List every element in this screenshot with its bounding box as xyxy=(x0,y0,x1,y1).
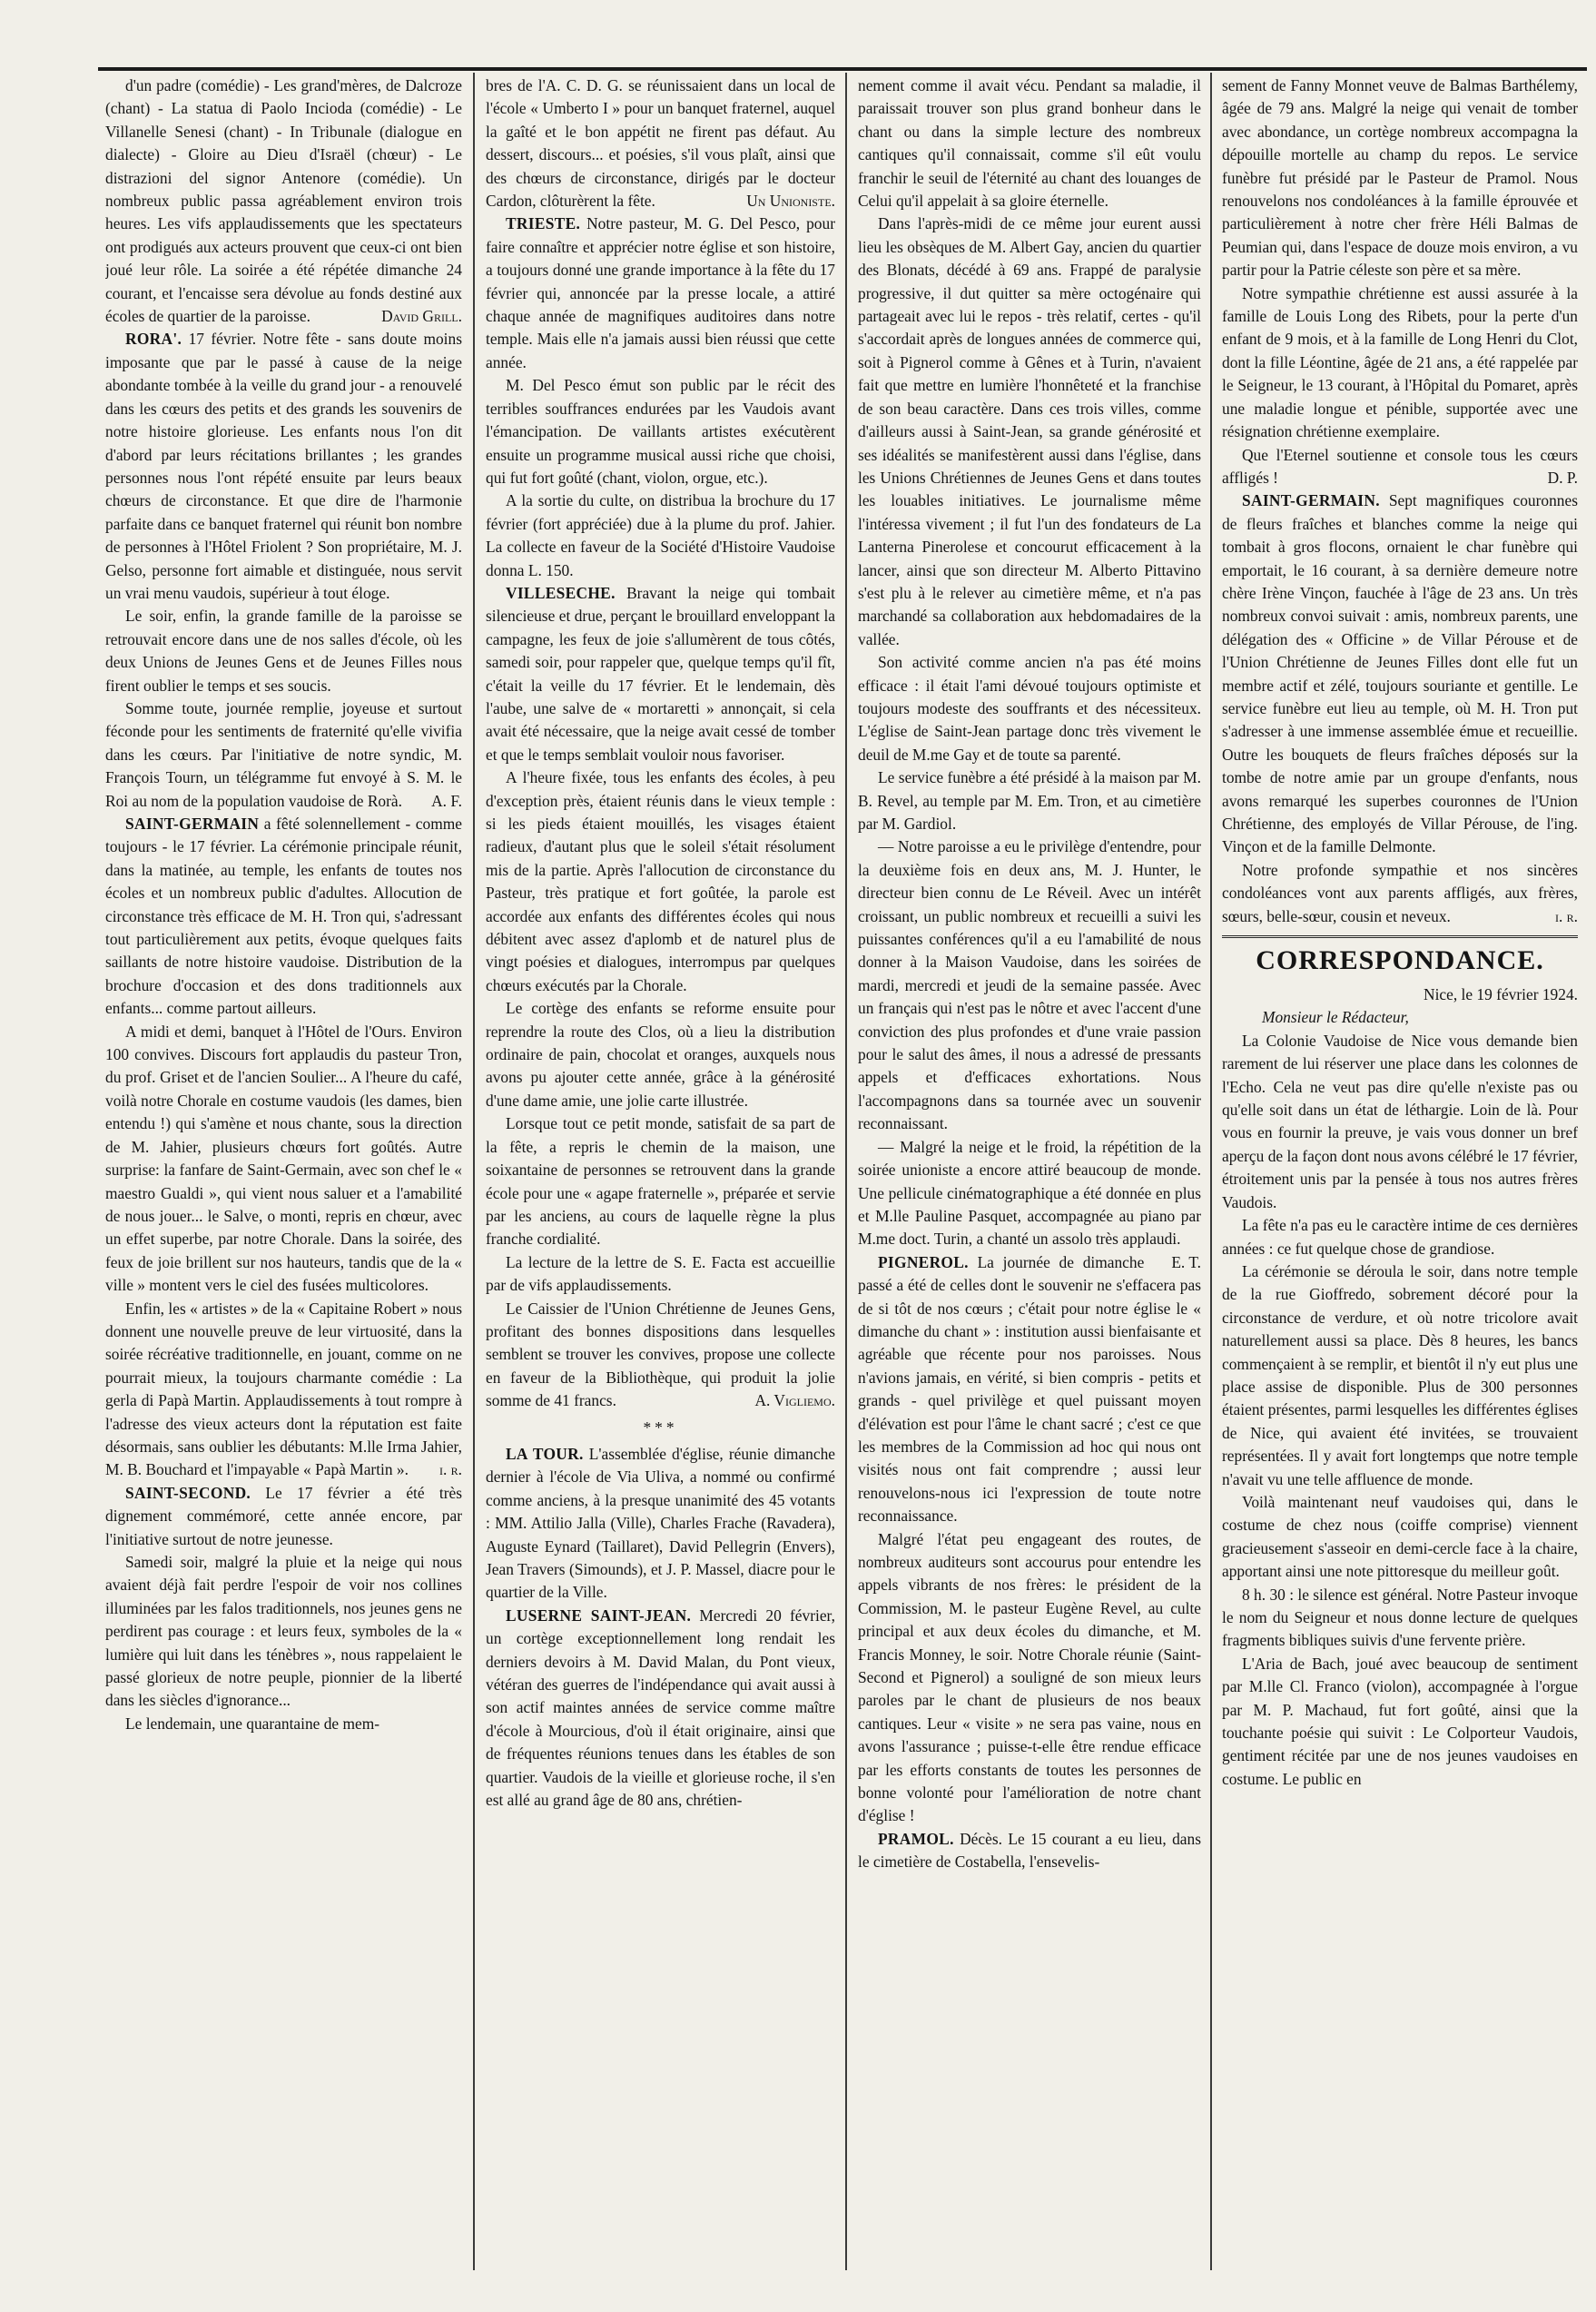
paragraph-text: a fêté solennellement - comme toujours - le 17 février. La cérémonie principale réunit, dans la matinée, au temple, les enfants de toutes nos écoles et un nombreux public d'adultes. Allocution de circonstance très efficace de M. H. Tron qui, s'adressant tout particulièrement aux petits, évoque quelques faits saillants de notre histoire vaudoise. Distribution de la brochure d'occasion et des dons traditionnels aux enfants... comme partout ailleurs. xyxy=(105,815,462,1018)
paragraph-text: Le service funèbre a été présidé à la maison par M. B. Revel, au temple par M. Em. Tron, et au cimetière par M. Gardiol. xyxy=(858,768,1201,833)
top-rule xyxy=(98,67,1587,71)
article-paragraph xyxy=(1222,444,1578,490)
place-name: PRAMOL. xyxy=(878,1829,954,1848)
paragraph-text: L'assemblée d'église, réunie dimanche dernier à l'école de Via Uliva, a nommé ou confirmé comme anciens, à la presque unanimité des 45 votants : MM. Attilio Jalla (Ville), Charles Frache (Ravadera), Auguste Eynard (Taillaret), David Pellegrin (Envers), Jean Travers (Simounds), et J. P. Massel, diacre pour le quartier de la Ville. xyxy=(486,1444,835,1602)
paragraph-text: La lecture de la lettre de S. E. Facta est accueillie par de vifs applaudissements. xyxy=(486,1252,835,1295)
paragraph-text: Notre profonde sympathie et nos sincères condoléances vont aux parents affligés, aux frères, sœurs, belle-sœur, cousin et neveux. xyxy=(1222,860,1578,925)
article-paragraph xyxy=(486,374,835,489)
article-paragraph xyxy=(1222,859,1578,928)
article-paragraph xyxy=(486,212,835,374)
article-paragraph xyxy=(858,835,1201,1135)
place-name: LA TOUR. xyxy=(506,1444,584,1463)
article-paragraph xyxy=(486,1251,835,1298)
place-name: SAINT-GERMAIN xyxy=(125,815,260,833)
paragraph-text: Malgré l'état peu engageant des routes, de nombreux auditeurs sont accourus pour entendre les appels vibrants de nos frères: le président de la Commission, M. le pasteur Eugène Revel, au culte principal et aux deux écoles du dimanche, et M. Francis Monney, le soir. Notre Chorale réunie (Saint-Second et Pignerol) a souligné de son mieux leurs paroles par le chant de plusieurs de nos beaux cantiques. Leur « visite » ne sera pas vaine, nous en avons l'assurance ; puisse-t-elle être rendue efficace par les efforts constants de toutes les personnes de bonne volonté pour l'amélioration de notre chant d'église ! xyxy=(858,1529,1201,1825)
signature: D. P. xyxy=(1547,468,1578,487)
paragraph-text: Le lendemain, une quarantaine de mem- xyxy=(125,1714,380,1733)
article-paragraph xyxy=(486,1112,835,1250)
paragraph-text: Le soir, enfin, la grande famille de la paroisse se retrouvait encore dans une de nos salles d'école, où les deux Unions de Jeunes Gens et de Jeunes Filles nous firent oublier le temps et ses soucis. xyxy=(105,607,462,695)
signature: Un Unioniste. xyxy=(746,192,835,211)
paragraph-text: La fête n'a pas eu le caractère intime de ces dernières années : ce fut quelque chose de grandiose. xyxy=(1222,1216,1578,1258)
column-4 xyxy=(1222,74,1578,2272)
column-1 xyxy=(105,74,462,2272)
article-paragraph xyxy=(858,74,1201,212)
paragraph-text: La Colonie Vaudoise de Nice vous demande bien rarement de lui réserver une place dans les colonnes de l'Echo. Cela ne veut pas dire qu'elle n'existe pas ou qu'elle soit dans un état de léthargie. Loin de là. Pour vous en fournir la preuve, je vais vous donner un bref aperçu de la façon dont nous avons célébré le 17 février, étroitement unis par la pensée à tous nos autres frères Vaudois. xyxy=(1222,1031,1578,1211)
paragraph-text: Le 17 février a été très dignement commémoré, cette année encore, par l'initiative surtout de notre jeunesse. xyxy=(105,1483,462,1548)
article-paragraph xyxy=(1222,282,1578,444)
column-3 xyxy=(858,74,1201,2272)
article-paragraph xyxy=(105,697,462,813)
paragraph-text: 17 février. Notre fête - sans doute moins imposante que par le passé à cause de la neige abondante tombée à la veille du grand jour - a renouvelé dans les cœurs des petits et des grands les souvenirs de notre histoire glorieuse. Les enfants nous l'on dit d'abord par leurs récitations brillantes ; les grandes personnes nous l'ont répété ensuite par leurs beaux chœurs de circonstance. Et que dire de l'harmonie parfaite dans ce banquet fraternel qui réunit bon nombre de personnes à l'Hôtel Friolent ? Son propriétaire, M. J. Gelso, personne fort aimable et distinguée, nous servit un vrai menu vaudois, supérieur à tout éloge. xyxy=(105,330,462,602)
column-rule xyxy=(1210,73,1212,2270)
article-paragraph xyxy=(486,489,835,582)
paragraph-text: A midi et demi, banquet à l'Hôtel de l'Ours. Environ 100 convives. Discours fort applaudis du pasteur Tron, du prof. Griset et de l'ancien Soulier... A l'heure du café, voilà notre Chorale en costume vaudois (les dames, bien entendu !) qui s'amène et nous chante, sous la direction de M. Jahier, plusieurs chœurs fort goûtés. Autre surprise: la fanfare de Saint-Germain, avec son chef le « maestro Gualdi », qui vient nous saluer et a l'amabilité de nous jouer... le Salve, o monti, repris en chœur, avec un effet superbe, par notre Chorale. Dans la soirée, des feux de joie brillent sur nos hauteurs, tandis que de la « ville » montent vers le ciel des fusées multicolores. xyxy=(105,1022,462,1295)
paragraph-text: Que l'Eternel soutienne et console tous les cœurs affligés ! xyxy=(1222,445,1578,487)
paragraph-text: Sept magnifiques couronnes de fleurs fraîches et blanches comme la neige qui tombait à gros flocons, ornaient le char funèbre qui emportait, le 16 courant, à sa dernière demeure notre chère Irène Vinçon, fauchée à l'âge de 23 ans. Un très nombreux convoi suivait : amis, nombreux parents, une délégation des « Officine » de Villar Pérouse et de l'Union Chrétienne de Jeunes Filles dont elle fut un membre actif et zélé, toujours souriante et gentille. Le service funèbre eut lieu au temple, où M. H. Tron put s'adresser à une immense assemblée émue et recueillie. Outre les bouquets de fleurs fraîches déposés sur la tombe de notre amie par un groupe d'enfants, nous avons remarqué les superbes couronnes de l'Union Chrétienne, des employés de Villar Pérouse, de l'ing. Vinçon et de la famille Delmonte. xyxy=(1222,491,1578,856)
column-rule xyxy=(473,73,475,2270)
paragraph-text: nement comme il avait vécu. Pendant sa maladie, il paraissait trouver son plus grand bonheur dans le chant ou dans la simple lecture des nombreux cantiques qu'il connaissait, comme s'il eût voulu franchir le seuil de l'éternité au chant des louanges de Celui qu'il appelait à sa gloire éternelle. xyxy=(858,76,1201,211)
paragraph-text: Lorsque tout ce petit monde, satisfait de sa part de la fête, a repris le chemin de la maison, une soixantaine de personnes se retrouvent dans la grande école pour une « agape fraternelle », préparée et servie par les anciens, au cours de laquelle règne la plus franche cordialité. xyxy=(486,1114,835,1249)
article-paragraph xyxy=(486,1605,835,1813)
signature: i. r. xyxy=(438,1460,462,1479)
article-paragraph xyxy=(486,74,835,212)
article-paragraph xyxy=(105,605,462,697)
article-paragraph xyxy=(1222,1214,1578,1260)
paragraph-text: Mercredi 20 février, un cortège exceptionnellement long rendait les derniers devoirs à M. David Malan, du Pont vieux, vétéran des guerres de l'indépendance qui avait aussi à son actif maintes années de service comme maître d'école à Mourcious, d'où il était originaire, ainsi que de fréquentes réunions tenues dans les étables de son quartier. Vaudois de la vieille et glorieuse roche, il s'en est allé au grand âge de 80 ans, chrétien- xyxy=(486,1606,835,1810)
article-paragraph xyxy=(858,212,1201,651)
letter-salutation: Monsieur le Rédacteur, xyxy=(1262,1008,1409,1027)
article-paragraph xyxy=(1222,1260,1578,1491)
article-paragraph xyxy=(105,1298,462,1482)
paragraph-text: Dans l'après-midi de ce même jour eurent aussi lieu les obsèques de M. Albert Gay, ancien du quartier des Blonats, décédé à 69 ans. Frappé de paralysie progressive, il dut quitter sa mère octogénaire qui partageait avec lui le repos - très relatif, certes - qu'il s'accordait après de longues années de commerce qui, soit à Pignerol comme à Gênes et à Turin, n'avaient fait que mettre en lumière l'honnêteté et la franchise de son beau caractère. Dans ces trois villes, comme d'ailleurs aussi à Saint-Jean, sa grande générosité et ses idéalités se manifestèrent aussi dans l'église, dans les Unions Chrétiennes de Jeunes Gens et dans toutes les louables initiatives. Le journalisme même l'intéressa vivement ; il fut l'un des fondateurs de La Lanterna Pinerolese et concourut efficacement à la lancer, ainsi que son directeur M. Alberto Pittavino s'est plu à le relever au cimetière même, et n'a pas marchandé sa collaboration aux hebdomadaires de la vallée. xyxy=(858,214,1201,648)
article-paragraph xyxy=(1222,1653,1578,1791)
separator-stars: *** xyxy=(643,1418,678,1437)
place-name: LUSERNE SAINT-JEAN. xyxy=(506,1606,692,1625)
paragraph-text: sement de Fanny Monnet veuve de Balmas Barthélemy, âgée de 79 ans. Malgré la neige qui venait de tomber avec abondance, un cortège nombreux accompagna la dépouille mortelle au champ du repos. Le service funèbre fut présidé par le Pasteur de Pramol. Nous renouvelons nos condoléances à la famille éprouvée et particulièrement à notre cher frère Héli Balmas de Peumian qui, dans l'espace de douze mois environ, a vu partir pour la Patrie céleste son père et sa mère. xyxy=(1222,76,1578,280)
paragraph-text: d'un padre (comédie) - Les grand'mères, de Dalcroze (chant) - La statua di Paolo Incioda (comédie) - Le Villanelle Senesi (chant) - In Tribunale (dialogue en dialecte) - Gloire au Dieu d'Israël (chœur) - Le distrazioni del signor Antenore (comédie). Un nombreux public passa agréablement environ trois heures. Les vifs applaudissements que les spectateurs ont prodigués aux acteurs prouvent que ceux-ci ont bien joué leur rôle. La soirée a été répétée dimanche 24 courant, et l'encaisse sera dévolue au fonds destiné aux écoles de quartier de la paroisse. xyxy=(105,76,462,326)
article-paragraph xyxy=(1222,1030,1578,1214)
paragraph-text: — Notre paroisse a eu le privilège d'entendre, pour la deuxième fois en deux ans, M. J. Hunter, le directeur bien connu de Le Réveil. Avec un intérêt croissant, un public nombreux et recueilli a suivi les puissantes conférences qu'il a eu l'amabilité de nous donner à la Maison Vaudoise, dans les soirées de mardi, mercredi et jeudi de la semaine passée. Avec un français qui n'est pas le nôtre et avec l'accent d'une conviction des plus profondes et d'une vraie passion pour le salut des âmes, il nous a adressé de pressants appels et d'efficaces exhortations. Nous l'accompagnons dans sa tournée avec un souvenir reconnaissant. xyxy=(858,837,1201,1133)
article-paragraph xyxy=(486,997,835,1112)
paragraph-text: Notre sympathie chrétienne est aussi assurée à la famille de Louis Long des Ribets, pour la perte d'un enfant de 9 mois, et à la famille de Long Henri du Clot, dont la fille Léontine, âgée de 21 ans, a été rappelée par le Seigneur, le 13 courant, à l'Hôpital du Pomaret, après une maladie longue et pénible, supportée avec une résignation chrétienne exemplaire. xyxy=(1222,283,1578,441)
article-paragraph xyxy=(486,582,835,766)
section-heading: CORRESPONDANCE. xyxy=(1222,935,1578,978)
paragraph-text: bres de l'A. C. D. G. se réunissaient dans un local de l'école « Umberto I » pour un banquet fraternel, auquel la gaîté et le bon appétit ne firent pas défaut. Au dessert, discours... et poésies, s'il vous plaît, ainsi que des chœurs de circonstance, dirigés par le docteur Cardon, clôturèrent la fête. xyxy=(486,76,835,211)
article-paragraph xyxy=(1222,489,1578,859)
paragraph-text: Somme toute, journée remplie, joyeuse et surtout féconde pour les sentiments de fraternité qu'elle vivifia dans les cœurs. Par l'initiative de notre syndic, M. François Tourn, un télégramme fut envoyé à S. M. le Roi au nom de la population vaudoise de Rorà. xyxy=(105,698,462,810)
paragraph-text: Samedi soir, malgré la pluie et la neige qui nous avaient déjà fait perdre l'espoir de voir nos collines illuminées par les falos traditionnels, nos jeunes gens ne perdirent pas courage : et leurs feux, symboles de la « lumière qui luit dans les ténèbres », nous rappelaient le passé glorieux de notre peuple, pionnier de la liberté dans les siècles d'ignorance... xyxy=(105,1553,462,1710)
article-paragraph xyxy=(486,1298,835,1413)
article-paragraph xyxy=(105,74,462,328)
paragraph-text: La journée de dimanche passé a été de celles dont le souvenir ne s'effacera pas de si tôt de nos cœurs ; c'était pour notre église le « dimanche du chant » : institution aussi bienfaisante et agréable que récente pour nos paroisses. Nous n'avions jamais, en vérité, si bien compris - petits et grands - quel privilège et quel puissant moyen d'élévation est pour l'âme le chant sacré ; c'est ce que les membres de la Commission ad hoc qui nous ont visités nous ont fait comprendre ; aussi leur renouvelons-nous ici l'expression de toute notre reconnaissance. xyxy=(858,1252,1201,1526)
paragraph-text: Bravant la neige qui tombait silencieuse et drue, perçant le brouillard enveloppant la campagne, les feux de joie s'allumèrent de tous côtés, samedi soir, pour rappeler que, quelque temps qu'il fît, c'était la veille du 17 février. Et le lendemain, dès l'aube, une salve de « mortaretti » annonçait, si cela avait été nécessaire, que la neige avait cessé de tomber et que le temps semblait vouloir nous favoriser. xyxy=(486,583,835,764)
column-rule xyxy=(845,73,847,2270)
signature: A. F. xyxy=(431,791,462,810)
article-paragraph xyxy=(858,1828,1201,1874)
article-paragraph xyxy=(858,1251,1201,1528)
article-paragraph xyxy=(858,766,1201,835)
article-paragraph xyxy=(486,1443,835,1605)
place-name: VILLESECHE. xyxy=(506,583,616,602)
article-paragraph xyxy=(105,1713,462,1735)
article-paragraph xyxy=(105,1482,462,1551)
paragraph-text: — Malgré la neige et le froid, la répétition de la soirée unioniste a encore attiré beaucoup de monde. Une pellicule cinématographique a été donnée en plus et M.lle Pauline Pasquet, accompagnée au piano par M.me doct. Turin, a chanté un assolo très applaudi. xyxy=(858,1137,1201,1249)
article-paragraph xyxy=(1222,74,1578,282)
paragraph-text: A l'heure fixée, tous les enfants des écoles, à peu d'exception près, étaient réunis dans le vieux temple : si les pieds étaient mouillés, les visages étaient radieux, d'autant plus que le soleil s'était résolument mis de la partie. Après l'allocution de circonstance du Pasteur, très pratique et fort goûtée, la parole est accordée aux enfants des différentes écoles qui nous débitent avec assez d'aplomb et de naturel plus de vingt poésies et dialogues, interrompus par quelques chœurs exécutés par la Chorale. xyxy=(486,768,835,994)
paragraph-text: A la sortie du culte, on distribua la brochure du 17 février (fort appréciée) due à la plume du prof. Jahier. La collecte en faveur de la Société d'Histoire Vaudoise donna L. 150. xyxy=(486,491,835,579)
paragraph-text: Voilà maintenant neuf vaudoises qui, dans le costume de chez nous (coiffe comprise) viennent gracieusement s'asseoir en demi-cercle face à la chaire, apportant ainsi une note pittoresque du meilleur goût. xyxy=(1222,1492,1578,1581)
signature: David Grill. xyxy=(381,307,462,326)
paragraph-text: Décès. Le 15 courant a eu lieu, dans le cimetière de Costabella, l'ensevelis- xyxy=(858,1829,1201,1872)
paragraph-text: Son activité comme ancien n'a pas été moins efficace : il était l'ami dévoué toujours optimiste et toujours modeste des souffrants et des nécessiteux. L'église de Saint-Jean partage donc très vivement le deuil de M.me Gay et de toute sa parenté. xyxy=(858,653,1201,764)
article-paragraph xyxy=(105,328,462,605)
paragraph-text: Notre pasteur, M. G. Del Pesco, pour faire connaître et apprécier notre église et son histoire, a toujours donné une grande importance à la fête du 17 février qui, annoncée par la presse locale, a attiré chaque année de magnifiques auditoires dans notre temple. Mais elle n'a jamais aussi bien réussi que cette année. xyxy=(486,214,835,371)
signature: A. Vigliemo. xyxy=(754,1391,835,1410)
place-name: TRIESTE. xyxy=(506,214,581,233)
article-paragraph xyxy=(105,1021,462,1298)
paragraph-text: 8 h. 30 : le silence est général. Notre Pasteur invoque le nom du Seigneur et nous donne lecture de quelques fragments bibliques suivis d'une fervente prière. xyxy=(1222,1585,1578,1650)
paragraph-text: Le Caissier de l'Union Chrétienne de Jeunes Gens, profitant des bonnes dispositions dans lesquelles semblent se trouver les convives, propose une collecte en faveur de la Bibliothèque, qui produit la jolie somme de 41 francs. xyxy=(486,1299,835,1410)
signature: i. r. xyxy=(1554,906,1578,925)
paragraph-text: La cérémonie se déroula le soir, dans notre temple de la rue Gioffredo, sobrement décoré pour la circonstance de verdure, et où notre tricolore avait naturellement aussi sa place. Dès 8 heures, les bancs commençaient à se remplir, et bientôt il n'y eut plus une place assise de disponible. Plus de 300 personnes étaient présentes, parmi lesquelles les différentes églises de Nice, qui avaient été invitées, se trouvaient représentées. Il y avait fort longtemps que notre temple n'avait vu une telle affluence de monde. xyxy=(1222,1261,1578,1488)
article-paragraph xyxy=(105,1551,462,1713)
article-paragraph xyxy=(858,1528,1201,1828)
article-paragraph xyxy=(1222,1491,1578,1584)
letter-dateline: Nice, le 19 février 1924. xyxy=(1424,985,1578,1004)
paragraph-text: M. Del Pesco émut son public par le récit des terribles souffrances endurées par les Vaudois avant l'émancipation. De vaillants artistes exécutèrent ensuite un programme musical aussi riche que choisi, qui fut fort goûté (chant, violon, orgue, etc.). xyxy=(486,376,835,487)
article-paragraph xyxy=(105,813,462,1021)
article-paragraph xyxy=(1222,1584,1578,1653)
article-paragraph xyxy=(858,651,1201,766)
place-name: RORA'. xyxy=(125,330,182,349)
place-name: SAINT-SECOND. xyxy=(125,1483,251,1502)
place-name: PIGNEROL. xyxy=(878,1252,969,1271)
paragraph-text: Le cortège des enfants se reforme ensuite pour reprendre la route des Clos, où a lieu la distribution ordinaire de pain, chocolat et oranges, auxquels nous avons pu ajouter cette année, grâce à la générosité d'une dame amie, une jolie carte illustrée. xyxy=(486,999,835,1110)
place-name: SAINT-GERMAIN. xyxy=(1242,491,1380,510)
article-paragraph xyxy=(486,766,835,997)
column-2 xyxy=(486,74,835,2272)
paragraph-text: L'Aria de Bach, joué avec beaucoup de sentiment par M.lle Cl. Franco (violon), accompagnée à l'orgue par M. P. Machaud, fut fort goûté, ainsi que la touchante poésie qui suivit : Le Colporteur Vaudois, gentiment récitée par une de nos jeunes vaudoises en costume. Le public en xyxy=(1222,1654,1578,1788)
paragraph-text: Enfin, les « artistes » de la « Capitaine Robert » nous donnent une nouvelle preuve de leur virtuosité, dans la soirée récréative traditionnelle, en jouant, comme on ne pourrait mieux, la toujours charmante comédie : La gerla di Papà Martin. Applaudissements à tout rompre à l'adresse des vieux acteurs dont la réputation est faite désormais, sans oublier les débutants: M.lle Irma Jahier, M. B. Bouchard et l'impayable « Papà Martin ». xyxy=(105,1299,462,1479)
signature: E. T. xyxy=(1171,1252,1201,1271)
